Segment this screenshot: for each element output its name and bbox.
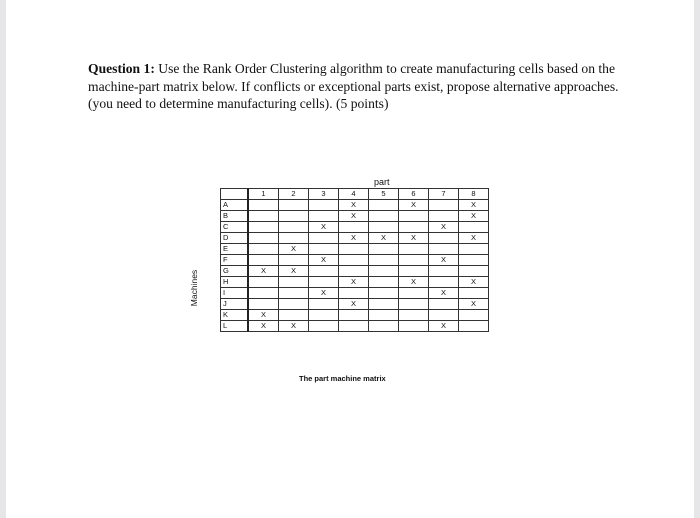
matrix-row [221,222,489,233]
matrix-cell: X [459,233,489,244]
matrix-row [221,244,489,255]
machine-row-header: K [221,310,249,321]
question-body: Use the Rank Order Clustering algorithm to create manufacturing cells based on the machine-part matrix below. If conflicts or exceptional parts exist, propose alternative approaches. (you need to determine manufacturing cells). (5 points) [88,61,619,111]
matrix-row [221,266,489,277]
matrix-cell [279,233,309,244]
matrix-cell [279,200,309,211]
matrix-cell: X [309,255,339,266]
matrix-cell: X [429,288,459,299]
matrix-cell [369,288,399,299]
matrix-cell [429,211,459,222]
matrix-cell: X [309,222,339,233]
matrix-cell [309,310,339,321]
matrix-cell [369,277,399,288]
matrix-cell: X [279,321,309,332]
matrix-cell [369,222,399,233]
matrix-cell [429,200,459,211]
matrix-cell [279,222,309,233]
matrix-cell: X [429,321,459,332]
question-label: Question 1: [88,61,155,76]
matrix-row [221,200,489,211]
matrix-cell: X [248,266,279,277]
matrix-cell [248,277,279,288]
matrix-cell: X [279,266,309,277]
matrix-cell: X [459,299,489,310]
question-text [88,60,628,113]
matrix-cell [279,255,309,266]
matrix-header-row [221,189,489,200]
part-column-header: 4 [339,189,369,200]
matrix-cell [339,222,369,233]
matrix-row [221,321,489,332]
matrix-cell: X [429,255,459,266]
machine-row-header: E [221,244,249,255]
matrix-cell [459,321,489,332]
machine-row-header: D [221,233,249,244]
machine-row-header: I [221,288,249,299]
matrix-cell: X [309,288,339,299]
matrix-cell [369,255,399,266]
part-column-header: 1 [248,189,279,200]
matrix-cell [369,200,399,211]
matrix-cell [429,266,459,277]
left-page-edge [0,0,6,518]
part-axis-label: part [374,177,390,187]
matrix-cell [339,266,369,277]
matrix-cell [399,222,429,233]
matrix-cell [429,310,459,321]
machine-row-header: B [221,211,249,222]
part-column-header: 3 [309,189,339,200]
matrix-cell [339,321,369,332]
machine-row-header: G [221,266,249,277]
matrix-cell: X [339,277,369,288]
part-column-header: 6 [399,189,429,200]
matrix-row [221,255,489,266]
matrix-cell: X [429,222,459,233]
matrix-cell: X [459,200,489,211]
matrix-cell [399,299,429,310]
matrix-row [221,299,489,310]
part-column-header: 2 [279,189,309,200]
matrix-cell [459,222,489,233]
machine-row-header: L [221,321,249,332]
matrix-cell [459,310,489,321]
machine-row-header: J [221,299,249,310]
matrix-cell [429,244,459,255]
matrix-caption: The part machine matrix [299,374,386,383]
machine-row-header: A [221,200,249,211]
matrix-cell: X [459,277,489,288]
matrix-cell [248,200,279,211]
matrix-cell [399,310,429,321]
matrix-cell: X [459,211,489,222]
matrix-cell [248,211,279,222]
matrix-cell [339,255,369,266]
matrix-cell [429,233,459,244]
matrix-cell [459,244,489,255]
matrix-cell [309,233,339,244]
right-page-edge [694,0,700,518]
matrix-cell [459,288,489,299]
matrix-cell [339,310,369,321]
matrix-cell: X [339,200,369,211]
matrix-cell [279,277,309,288]
matrix-cell [279,211,309,222]
matrix-cell: X [399,233,429,244]
matrix-cell [399,255,429,266]
matrix-cell [279,310,309,321]
matrix-cell [399,266,429,277]
matrix-cell [309,277,339,288]
matrix-cell [309,244,339,255]
matrix-cell [429,277,459,288]
machine-part-matrix [220,188,489,332]
machine-row-header: C [221,222,249,233]
matrix-cell [369,299,399,310]
matrix-cell [369,310,399,321]
part-column-header: 7 [429,189,459,200]
matrix-cell [399,321,429,332]
matrix-cell: X [339,299,369,310]
matrix-cell [279,288,309,299]
matrix-cell [248,222,279,233]
matrix-cell [429,299,459,310]
matrix-cell [248,255,279,266]
matrix-cell [459,266,489,277]
matrix-cell [399,244,429,255]
part-column-header: 8 [459,189,489,200]
matrix-row [221,277,489,288]
matrix-row [221,233,489,244]
matrix-corner-cell [221,189,249,200]
matrix-cell [339,288,369,299]
matrix-cell: X [248,310,279,321]
matrix-cell [248,288,279,299]
matrix-cell [309,211,339,222]
matrix-cell [399,288,429,299]
matrix-row [221,310,489,321]
matrix-cell [369,321,399,332]
matrix-cell [309,200,339,211]
matrix-cell [309,321,339,332]
matrix-cell: X [339,211,369,222]
matrix-cell [279,299,309,310]
matrix-cell: X [369,233,399,244]
machine-row-header: F [221,255,249,266]
matrix-cell: X [339,233,369,244]
matrix-cell [309,266,339,277]
matrix-cell [369,211,399,222]
part-column-header: 5 [369,189,399,200]
matrix-row [221,211,489,222]
machine-row-header: H [221,277,249,288]
matrix-cell [399,211,429,222]
matrix-cell: X [399,277,429,288]
matrix-row [221,288,489,299]
matrix-cell [459,255,489,266]
matrix-cell [248,244,279,255]
matrix-cell [248,299,279,310]
matrix-cell [369,266,399,277]
matrix-cell [248,233,279,244]
machines-axis-label: Machines [189,269,199,307]
matrix-cell: X [399,200,429,211]
matrix-cell [309,299,339,310]
matrix-cell [369,244,399,255]
matrix-cell: X [248,321,279,332]
matrix-cell [339,244,369,255]
matrix-cell: X [279,244,309,255]
